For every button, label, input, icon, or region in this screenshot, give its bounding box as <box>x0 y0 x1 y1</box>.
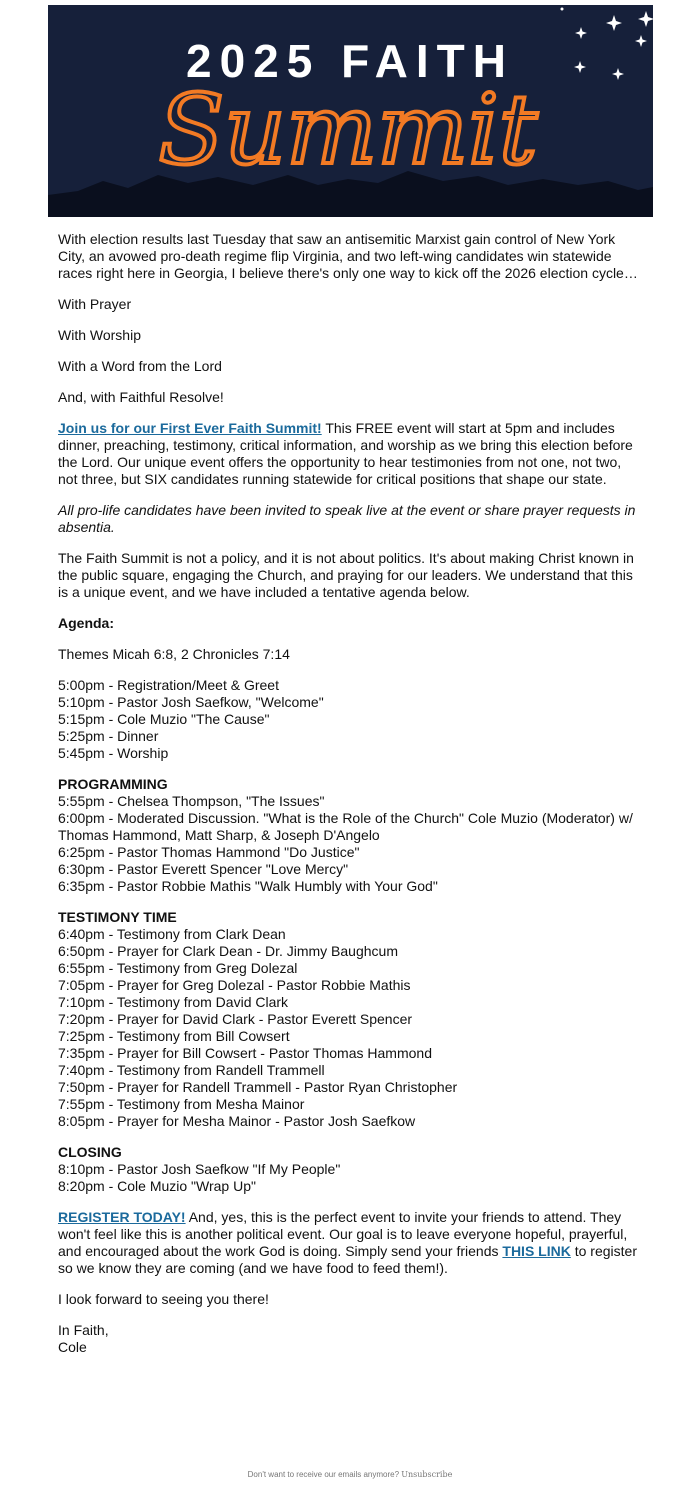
line-prayer: With Prayer <box>58 296 132 312</box>
agenda-item: 8:10pm - Pastor Josh Saefkow "If My People" <box>58 1161 341 1177</box>
agenda-item: 7:20pm - Prayer for David Clark - Pastor Everett Spencer <box>58 1011 413 1027</box>
testimony-section <box>58 909 643 1130</box>
join-summit-link[interactable]: Join us for our First Ever Faith Summit! <box>58 420 322 436</box>
agenda-item: 5:45pm - Worship <box>58 745 169 761</box>
this-link[interactable]: THIS LINK <box>502 1243 571 1259</box>
testimony-heading: TESTIMONY TIME <box>58 909 177 925</box>
agenda-heading: Agenda: <box>58 615 114 631</box>
agenda-item: 7:05pm - Prayer for Greg Dolezal - Pastor Robbie Mathis <box>58 977 411 993</box>
signoff <box>58 1322 643 1356</box>
faith-summit-banner <box>48 5 653 217</box>
pro-life-note: All pro-life candidates have been invited to speak live at the event or share prayer requests in absentia. <box>58 502 636 535</box>
join-body: This FREE event will start at 5pm and includes dinner, preaching, testimony, critical information, and worship as we bring this election before the Lord. Our unique event offers the opportunity to hear testimonies from not one, not two, not three, but SIX candidates running statewide for critical positions that shape our state. <box>58 420 633 487</box>
register-body-before: And, yes, this is the perfect event to invite your friends to attend. They won't feel like this is another political event. Our goal is to leave everyone hopeful, prayerful, and encouraged about the work God is doing. Simply send your friends <box>58 1209 628 1259</box>
agenda-themes: Themes Micah 6:8, 2 Chronicles 7:14 <box>58 646 290 662</box>
agenda-item: 7:10pm - Testimony from David Clark <box>58 994 289 1010</box>
summit-description: The Faith Summit is not a policy, and it is not about politics. It's about making Christ known in the public square, engaging the Church, and praying for our leaders. We understand that this is a unique event, and we have included a tentative agenda below. <box>58 550 634 600</box>
agenda-item: 7:40pm - Testimony from Randell Trammell <box>58 1062 325 1078</box>
agenda-opening-list <box>58 677 643 762</box>
banner-title-line2: Summit <box>158 74 538 186</box>
agenda-item: 7:25pm - Testimony from Bill Cowsert <box>58 1028 290 1044</box>
line-worship: With Worship <box>58 327 141 343</box>
closing-section <box>58 1144 643 1195</box>
agenda-item: 5:15pm - Cole Muzio "The Cause" <box>58 711 270 727</box>
agenda-item: 5:00pm - Registration/Meet & Greet <box>58 677 279 693</box>
agenda-item: 7:55pm - Testimony from Mesha Mainor <box>58 1096 305 1112</box>
agenda-item: 6:50pm - Prayer for Clark Dean - Dr. Jimmy Baughcum <box>58 943 398 959</box>
agenda-item: 8:05pm - Prayer for Mesha Mainor - Pastor Josh Saefkow <box>58 1113 416 1129</box>
register-today-link[interactable]: REGISTER TODAY! <box>58 1209 186 1225</box>
register-body-after: to register so we know they are coming (and we have food to feed them!). <box>58 1243 637 1276</box>
email-body <box>58 231 643 1356</box>
agenda-item: 5:10pm - Pastor Josh Saefkow, "Welcome" <box>58 694 324 710</box>
agenda-item: 7:35pm - Prayer for Bill Cowsert - Pastor Thomas Hammond <box>58 1045 432 1061</box>
line-resolve: And, with Faithful Resolve! <box>58 389 224 405</box>
line-word: With a Word from the Lord <box>58 358 222 374</box>
footer-text: Don't want to receive our emails anymore? <box>247 1470 400 1479</box>
agenda-item: 6:55pm - Testimony from Greg Dolezal <box>58 960 298 976</box>
email-footer <box>0 1470 700 1479</box>
programming-heading: PROGRAMMING <box>58 776 168 792</box>
agenda-item: 8:20pm - Cole Muzio "Wrap Up" <box>58 1178 256 1194</box>
agenda-item: 5:25pm - Dinner <box>58 728 159 744</box>
signoff-name: Cole <box>58 1339 87 1355</box>
closing-heading: CLOSING <box>58 1144 122 1160</box>
agenda-item: 6:25pm - Pastor Thomas Hammond "Do Justice" <box>58 844 360 860</box>
agenda-item: 5:55pm - Chelsea Thompson, "The Issues" <box>58 793 325 809</box>
join-paragraph <box>58 420 643 488</box>
agenda-item: 6:35pm - Pastor Robbie Mathis "Walk Humbly with Your God" <box>58 878 438 894</box>
agenda-item: 7:50pm - Prayer for Randell Trammell - Pastor Ryan Christopher <box>58 1079 458 1095</box>
register-paragraph <box>58 1209 643 1277</box>
signoff-line1: In Faith, <box>58 1322 109 1338</box>
closing-line: I look forward to seeing you there! <box>58 1291 269 1307</box>
agenda-item: 6:40pm - Testimony from Clark Dean <box>58 926 286 942</box>
banner-title-line1: 2025 FAITH <box>186 35 514 87</box>
banner-graphic <box>48 5 653 217</box>
intro-paragraph: With election results last Tuesday that saw an antisemitic Marxist gain control of New York City, an avowed pro-death regime flip Virginia, and two left-wing candidates win statewide races right here in Georgia, I believe there's only one way to kick off the 2026 election cycle… <box>58 231 638 281</box>
programming-section <box>58 776 643 895</box>
agenda-item: 6:30pm - Pastor Everett Spencer "Love Mercy" <box>58 861 349 877</box>
unsubscribe-link[interactable]: Unsubscribe <box>401 1470 453 1479</box>
agenda-item: 6:00pm - Moderated Discussion. "What is the Role of the Church" Cole Muzio (Moderator) w/ Thomas Hammond, Matt Sharp, & Joseph D'Angelo <box>58 810 633 843</box>
